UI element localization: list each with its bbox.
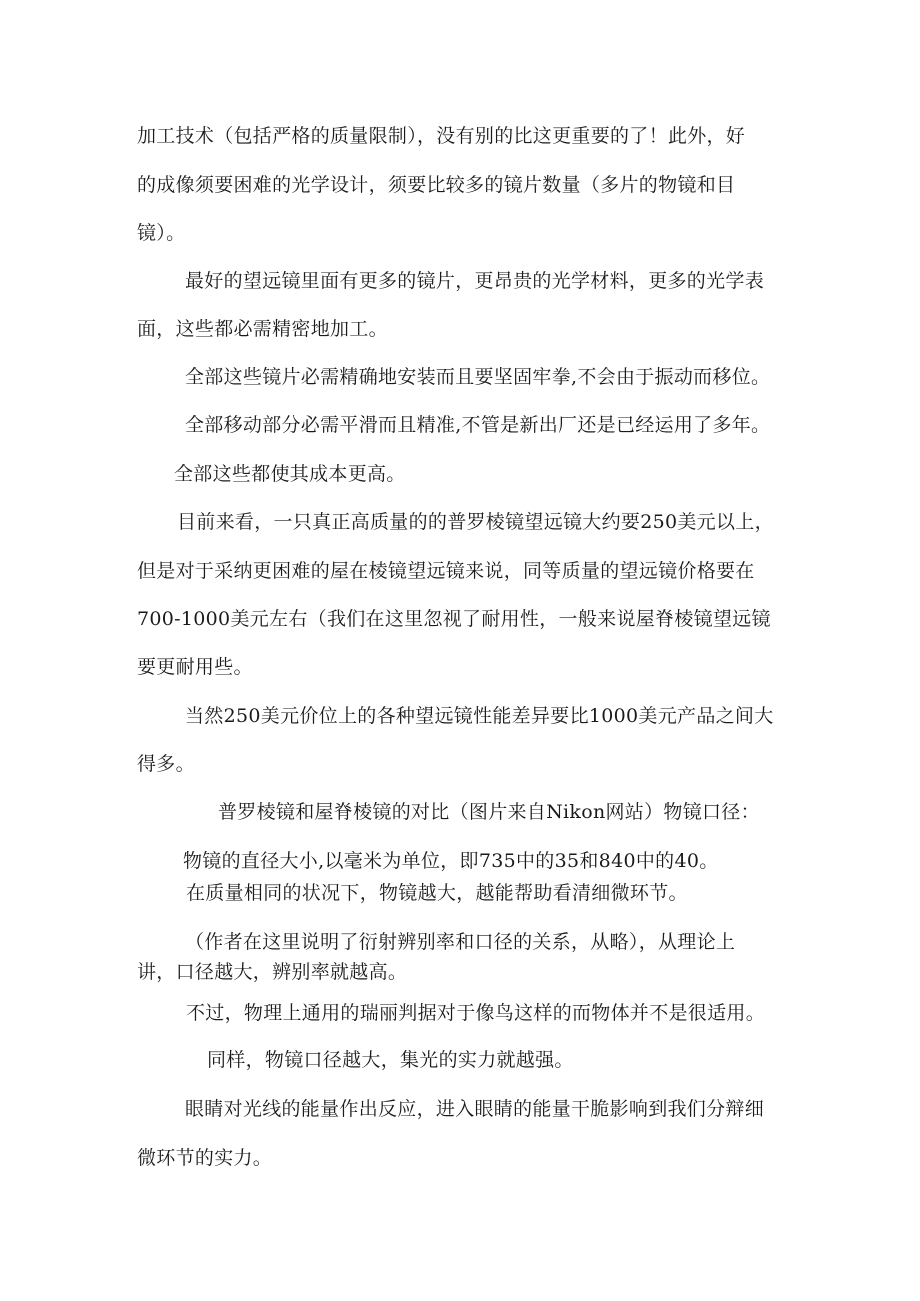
paragraph-line: 面，这些都必需精密地加工。 bbox=[137, 318, 388, 340]
paragraph-line: 镜）。 bbox=[137, 222, 186, 244]
paragraph-line: （作者在这里说明了衍射辨别率和口径的关系，从略），从理论上 bbox=[185, 931, 736, 953]
paragraph-line: 全部这些都使其成本更高。 bbox=[174, 463, 406, 485]
paragraph-line: 最好的望远镜里面有更多的镜片，更昂贵的光学材料，更多的光学表 bbox=[185, 270, 765, 292]
paragraph-line: 全部移动部分必需平滑而且精准,不管是新出厂还是已经运用了多年。 bbox=[185, 414, 771, 436]
paragraph-line: 物镜的直径大小,以毫米为单位，即735中的35和840中的40。 bbox=[183, 850, 719, 872]
paragraph-line: 微环节的实力。 bbox=[137, 1147, 273, 1169]
paragraph-line: 普罗棱镜和屋脊棱镜的对比（图片来自Nikon网站）物镜口径： bbox=[218, 801, 760, 823]
paragraph-line: 目前来看，一只真正高质量的的普罗棱镜望远镜大约要250美元以上， bbox=[177, 511, 774, 533]
paragraph-line: 在质量相同的状况下，物镜越大，越能帮助看清细微环节。 bbox=[186, 882, 688, 904]
paragraph-line: 但是对于采纳更困难的屋在棱镜望远镜来说，同等质量的望远镜价格要在 bbox=[137, 560, 755, 582]
paragraph-line: 700-1000美元左右（我们在这里忽视了耐用性，一般来说屋脊棱镜望远镜 bbox=[137, 608, 771, 630]
paragraph-line: 全部这些镜片必需精确地安装而且要坚固牢拳,不会由于振动而移位。 bbox=[185, 366, 771, 388]
paragraph-line: 得多。 bbox=[137, 753, 195, 775]
paragraph-line: 同样，物镜口径越大，集光的实力就越强。 bbox=[207, 1049, 574, 1071]
paragraph-line: 的成像须要困难的光学设计，须要比较多的镜片数量（多片的物镜和目 bbox=[137, 174, 736, 196]
paragraph-line: 讲，口径越大，辨别率就越高。 bbox=[137, 961, 408, 983]
paragraph-line: 眼睛对光线的能量作出反应，进入眼睛的能量干脆影响到我们分辩细 bbox=[185, 1098, 765, 1120]
paragraph-line: 不过，物理上通用的瑞丽判据对于像鸟这样的而物体并不是很适用。 bbox=[186, 1002, 766, 1024]
paragraph-line: 当然250美元价位上的各种望远镜性能差异要比1000美元产品之间大 bbox=[185, 705, 774, 727]
paragraph-line: 加工技术（包括严格的质量限制），没有别的比这更重要的了！此外，好 bbox=[137, 125, 746, 147]
paragraph-line: 要更耐用些。 bbox=[137, 656, 253, 678]
